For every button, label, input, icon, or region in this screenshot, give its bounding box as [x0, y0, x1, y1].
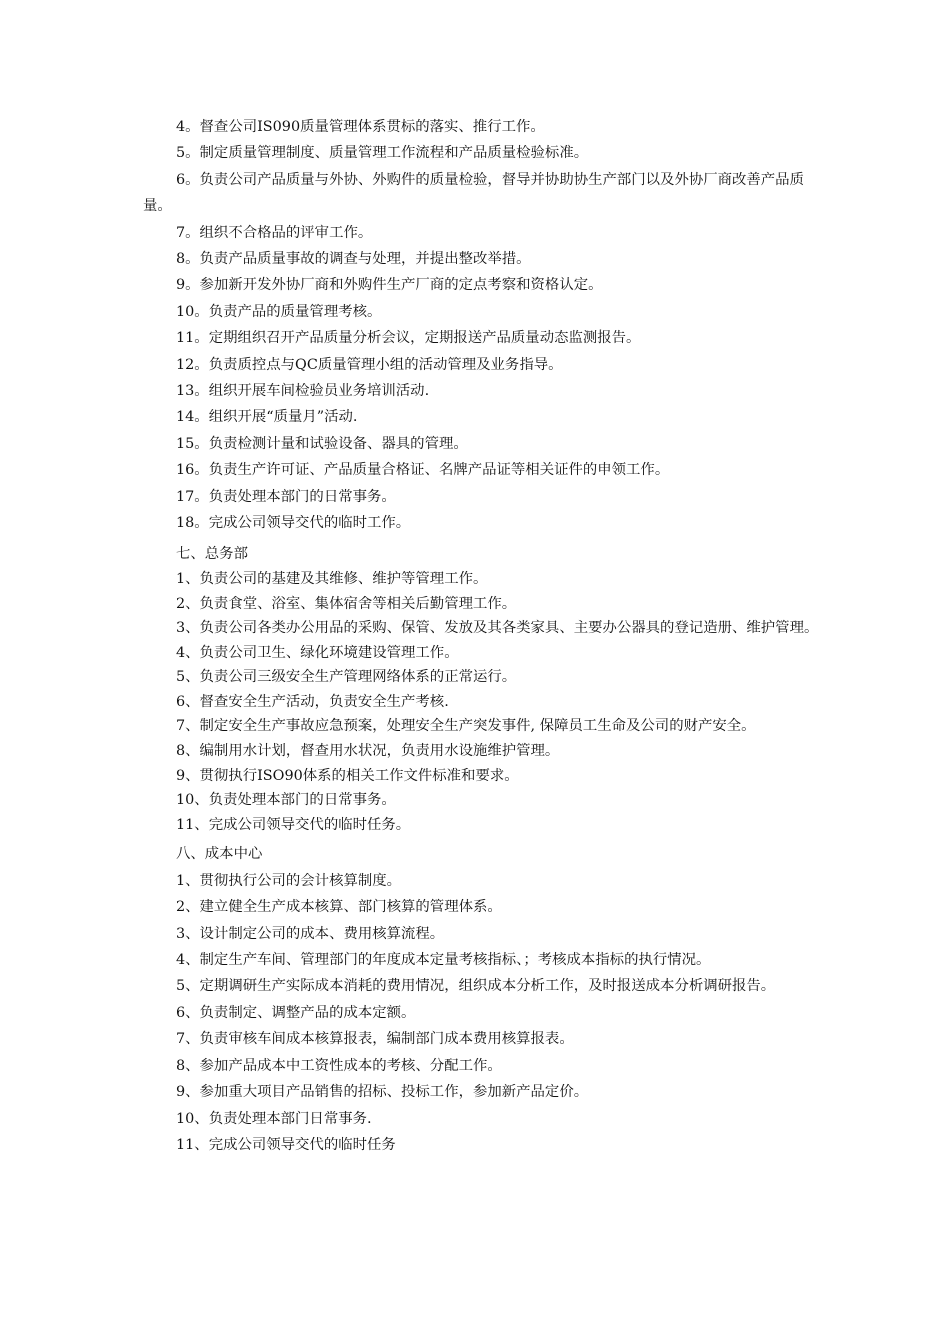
general-affairs-item-7: 7、制定安全生产事故应急预案，处理安全生产突发事件, 保障员工生命及公司的财产安全。	[176, 718, 756, 735]
cost-center-item-5: 5、定期调研生产实际成本消耗的费用情况，组织成本分析工作，及时报送成本分析调研报告。	[176, 978, 776, 995]
general-affairs-item-2: 2、负责食堂、浴室、集体宿舍等相关后勤管理工作。	[176, 595, 517, 612]
quality-item-17: 17。负责处理本部门的日常事务。	[176, 488, 396, 505]
quality-item-15: 15。负责检测计量和试验设备、器具的管理。	[176, 435, 468, 452]
quality-item-5: 5。制定质量管理制度、质量管理工作流程和产品质量检验标准。	[176, 145, 589, 162]
quality-item-9: 9。参加新开发外协厂商和外购件生产厂商的定点考察和资格认定。	[176, 277, 603, 294]
quality-item-10: 10。负责产品的质量管理考核。	[176, 303, 382, 320]
cost-center-item-4: 4、制定生产车间、管理部门的年度成本定量考核指标、；考核成本指标的执行情况。	[176, 952, 711, 969]
cost-center-item-3: 3、设计制定公司的成本、费用核算流程。	[176, 925, 445, 942]
quality-item-6: 6。负责公司产品质量与外协、外购件的质量检验，督导并协助协生产部门以及外协厂商改善产品质量。	[143, 171, 804, 215]
section-heading-general-affairs: 七、总务部	[176, 545, 248, 562]
quality-item-18: 18。完成公司领导交代的临时工作。	[176, 515, 411, 532]
quality-item-14: 14。组织开展“质量月”活动.	[176, 409, 358, 426]
general-affairs-item-9: 9、贯彻执行ISO90体系的相关工作文件标准和要求。	[176, 767, 519, 784]
cost-center-item-1: 1、贯彻执行公司的会计核算制度。	[176, 872, 402, 889]
cost-center-item-8: 8、参加产品成本中工资性成本的考核、分配工作。	[176, 1057, 502, 1074]
quality-item-13: 13。组织开展车间检验员业务培训活动.	[176, 383, 430, 400]
section-heading-cost-center: 八、成本中心	[176, 846, 263, 863]
cost-center-item-10: 10、负责处理本部门日常事务.	[176, 1110, 372, 1127]
general-affairs-item-3: 3、负责公司各类办公用品的采购、保管、发放及其各类家具、主要办公器具的登记造册、维护管理。	[176, 620, 819, 637]
general-affairs-item-11: 11、完成公司领导交代的临时任务。	[176, 816, 411, 833]
cost-center-item-6: 6、负责制定、调整产品的成本定额。	[176, 1004, 416, 1021]
general-affairs-item-6: 6、督查安全生产活动，负责安全生产考核.	[176, 693, 449, 710]
cost-center-item-9: 9、参加重大项目产品销售的招标、投标工作，参加新产品定价。	[176, 1084, 589, 1101]
document-body	[143, 114, 819, 1158]
general-affairs-item-4: 4、负责公司卫生、绿化环境建设管理工作。	[176, 644, 459, 661]
quality-item-7: 7。组织不合格品的评审工作。	[176, 224, 373, 241]
quality-item-12: 12。负责质控点与QC质量管理小组的活动管理及业务指导。	[176, 356, 563, 373]
general-affairs-item-10: 10、负责处理本部门的日常事务。	[176, 792, 396, 809]
quality-item-8: 8。负责产品质量事故的调查与处理，并提出整改举措。	[176, 251, 531, 268]
quality-item-16: 16。负责生产许可证、产品质量合格证、名牌产品证等相关证件的申领工作。	[176, 462, 670, 479]
general-affairs-item-1: 1、负责公司的基建及其维修、维护等管理工作。	[176, 570, 488, 587]
cost-center-item-7: 7、负责审核车间成本核算报表，编制部门成本费用核算报表。	[176, 1031, 574, 1048]
general-affairs-item-8: 8、编制用水计划，督查用水状况，负责用水设施维护管理。	[176, 743, 560, 760]
general-affairs-item-5: 5、负责公司三级安全生产管理网络体系的正常运行。	[176, 669, 517, 686]
quality-item-11: 11。定期组织召开产品质量分析会议，定期报送产品质量动态监测报告。	[176, 330, 641, 347]
cost-center-item-2: 2、建立健全生产成本核算、部门核算的管理体系。	[176, 899, 502, 916]
quality-item-4: 4。督查公司IS090质量管理体系贯标的落实、推行工作。	[176, 119, 545, 135]
cost-center-item-11: 11、完成公司领导交代的临时任务	[176, 1136, 396, 1153]
